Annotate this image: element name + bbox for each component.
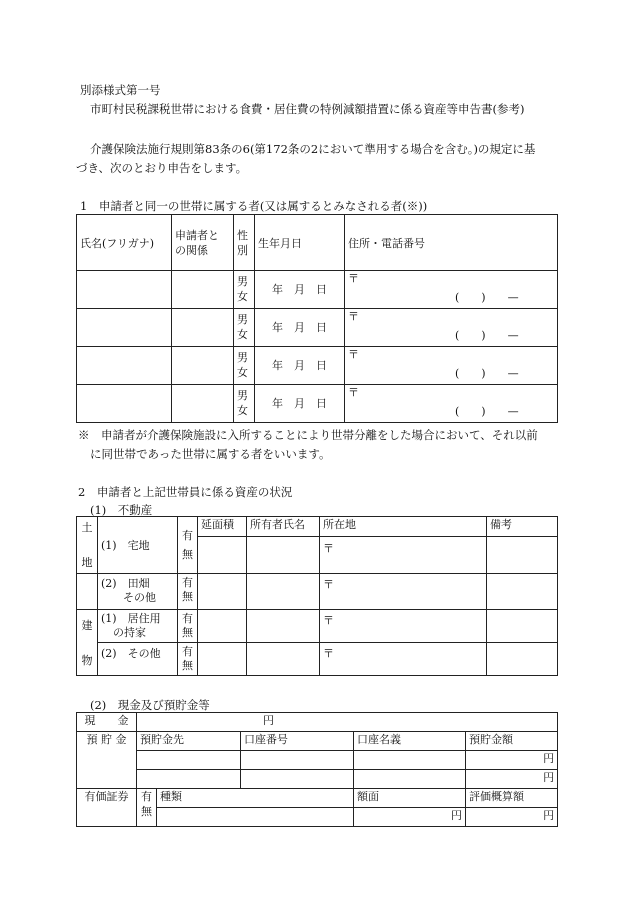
header-birth: 生年月日 — [255, 215, 345, 271]
household-table — [76, 214, 558, 423]
section2-heading: 2 申請者と上記世帯員に係る資産の状況 — [78, 485, 293, 499]
postal-mark: 〒 — [323, 542, 334, 555]
household-row — [77, 309, 558, 347]
household-row — [77, 347, 558, 385]
cash-amount-cell[interactable] — [137, 713, 558, 732]
owner-cell[interactable] — [247, 574, 320, 610]
yes-no-toggle[interactable]: 有 無 — [178, 610, 198, 643]
birth-cell[interactable]: 年 月 日 — [255, 347, 345, 385]
name-cell[interactable] — [77, 271, 172, 309]
building-label: 建 物 — [77, 610, 98, 676]
header-name: 氏名(フリガナ) — [77, 215, 172, 271]
yes-no-toggle[interactable]: 有 無 — [137, 789, 157, 827]
land-label-continued — [77, 574, 98, 610]
sex-cell[interactable]: 男 女 — [234, 309, 255, 347]
owner-cell[interactable] — [247, 537, 320, 574]
area-cell[interactable] — [198, 537, 247, 574]
birth-cell[interactable]: 年 月 日 — [255, 385, 345, 423]
cash-label: 現 金 — [77, 713, 137, 732]
account-name-cell[interactable] — [354, 751, 466, 770]
header-address: 住所・電話番号 — [345, 215, 558, 271]
postal-mark: 〒 — [323, 647, 334, 660]
birth-cell[interactable]: 年 月 日 — [255, 271, 345, 309]
account-name-cell[interactable] — [354, 770, 466, 789]
sex-cell[interactable]: 男 女 — [234, 347, 255, 385]
area-cell[interactable] — [198, 610, 247, 643]
phone-placeholder: ( ) — — [455, 367, 519, 380]
document-title: 市町村民税課税世帯における食費・居住費の特例減額措置に係る資産等申告書(参考) — [90, 102, 525, 116]
other-building-label: (2) その他 — [98, 643, 178, 676]
header-sex: 性 別 — [234, 215, 255, 271]
address-cell[interactable] — [345, 385, 558, 423]
postal-mark: 〒 — [323, 578, 334, 591]
real-estate-table — [76, 516, 558, 676]
household-row — [77, 385, 558, 423]
header-location: 所在地 — [320, 517, 487, 537]
yen-unit: 円 — [543, 809, 555, 822]
yen-unit: 円 — [263, 714, 274, 727]
residential-label: (1) 宅地 — [98, 517, 178, 574]
phone-placeholder: ( ) — — [455, 405, 519, 418]
header-remarks: 備考 — [487, 517, 558, 537]
owner-cell[interactable] — [247, 610, 320, 643]
yen-unit: 円 — [451, 809, 462, 822]
location-cell[interactable] — [320, 643, 487, 676]
sex-cell[interactable]: 男 女 — [234, 385, 255, 423]
remarks-cell[interactable] — [487, 537, 558, 574]
name-cell[interactable] — [77, 385, 172, 423]
intro-line-2: づき、次のとおり申告をします。 — [76, 161, 248, 175]
securities-type-cell[interactable] — [157, 808, 354, 827]
phone-placeholder: ( ) — — [455, 291, 519, 304]
header-account-no: 口座番号 — [241, 732, 354, 751]
location-cell[interactable] — [320, 537, 487, 574]
note-line-2: に同世帯であった世帯に属する者をいいます。 — [90, 447, 331, 461]
header-securities-type: 種類 — [157, 789, 354, 808]
household-row — [77, 271, 558, 309]
bank-cell[interactable] — [137, 751, 241, 770]
deposit-amount-cell[interactable] — [466, 751, 558, 770]
yen-unit: 円 — [543, 771, 555, 784]
cash-deposit-table — [76, 712, 558, 827]
address-cell[interactable] — [345, 347, 558, 385]
face-value-cell[interactable] — [354, 808, 466, 827]
header-deposit-amount: 預貯金額 — [466, 732, 558, 751]
area-cell[interactable] — [198, 574, 247, 610]
postal-mark: 〒 — [323, 614, 334, 627]
relation-cell[interactable] — [172, 309, 234, 347]
relation-cell[interactable] — [172, 347, 234, 385]
yes-no-toggle[interactable]: 有 無 — [178, 574, 198, 610]
owner-cell[interactable] — [247, 643, 320, 676]
header-face-value: 額面 — [354, 789, 466, 808]
yes-no-toggle[interactable]: 有 無 — [178, 517, 198, 574]
sex-cell[interactable]: 男 女 — [234, 271, 255, 309]
relation-cell[interactable] — [172, 271, 234, 309]
header-account-name: 口座名義 — [354, 732, 466, 751]
house-label: (1) 居住用 の持家 — [98, 610, 178, 643]
birth-cell[interactable]: 年 月 日 — [255, 309, 345, 347]
remarks-cell[interactable] — [487, 574, 558, 610]
securities-label: 有価証券 — [77, 789, 137, 827]
cash-heading: (2) 現金及び預貯金等 — [90, 698, 210, 712]
postal-mark: 〒 — [348, 310, 359, 323]
header-valuation: 評価概算額 — [466, 789, 558, 808]
land-label: 土 地 — [77, 517, 98, 574]
postal-mark: 〒 — [348, 348, 359, 361]
remarks-cell[interactable] — [487, 610, 558, 643]
address-cell[interactable] — [345, 309, 558, 347]
relation-cell[interactable] — [172, 385, 234, 423]
header-relation: 申請者と の関係 — [172, 215, 234, 271]
remarks-cell[interactable] — [487, 643, 558, 676]
deposit-amount-cell[interactable] — [466, 770, 558, 789]
form-number: 別添様式第一号 — [80, 83, 161, 97]
header-owner: 所有者氏名 — [247, 517, 320, 537]
postal-mark: 〒 — [348, 272, 359, 285]
header-bank: 預貯金先 — [137, 732, 241, 751]
section1-heading: 1 申請者と同一の世帯に属する者(又は属するとみなされる者(※)) — [80, 199, 428, 213]
deposits-label: 預 貯 金 — [77, 732, 137, 789]
area-cell[interactable] — [198, 643, 247, 676]
real-estate-heading: (1) 不動産 — [90, 503, 153, 517]
address-cell[interactable] — [345, 271, 558, 309]
note-line-1: ※ 申請者が介護保険施設に入所することにより世帯分離をした場合において、それ以前 — [78, 428, 538, 442]
location-cell[interactable] — [320, 610, 487, 643]
account-no-cell[interactable] — [241, 770, 354, 789]
phone-placeholder: ( ) — — [455, 329, 519, 342]
location-cell[interactable] — [320, 574, 487, 610]
postal-mark: 〒 — [348, 386, 359, 399]
field-label: (2) 田畑 その他 — [98, 574, 178, 610]
header-area: 延面積 — [198, 517, 247, 537]
valuation-cell[interactable] — [466, 808, 558, 827]
name-cell[interactable] — [77, 309, 172, 347]
name-cell[interactable] — [77, 347, 172, 385]
yes-no-toggle[interactable]: 有 無 — [178, 643, 198, 676]
account-no-cell[interactable] — [241, 751, 354, 770]
yen-unit: 円 — [543, 752, 555, 765]
bank-cell[interactable] — [137, 770, 241, 789]
intro-line-1: 介護保険法施行規則第83条の6(第172条の2において準用する場合を含む。)の規定に基 — [90, 142, 536, 156]
